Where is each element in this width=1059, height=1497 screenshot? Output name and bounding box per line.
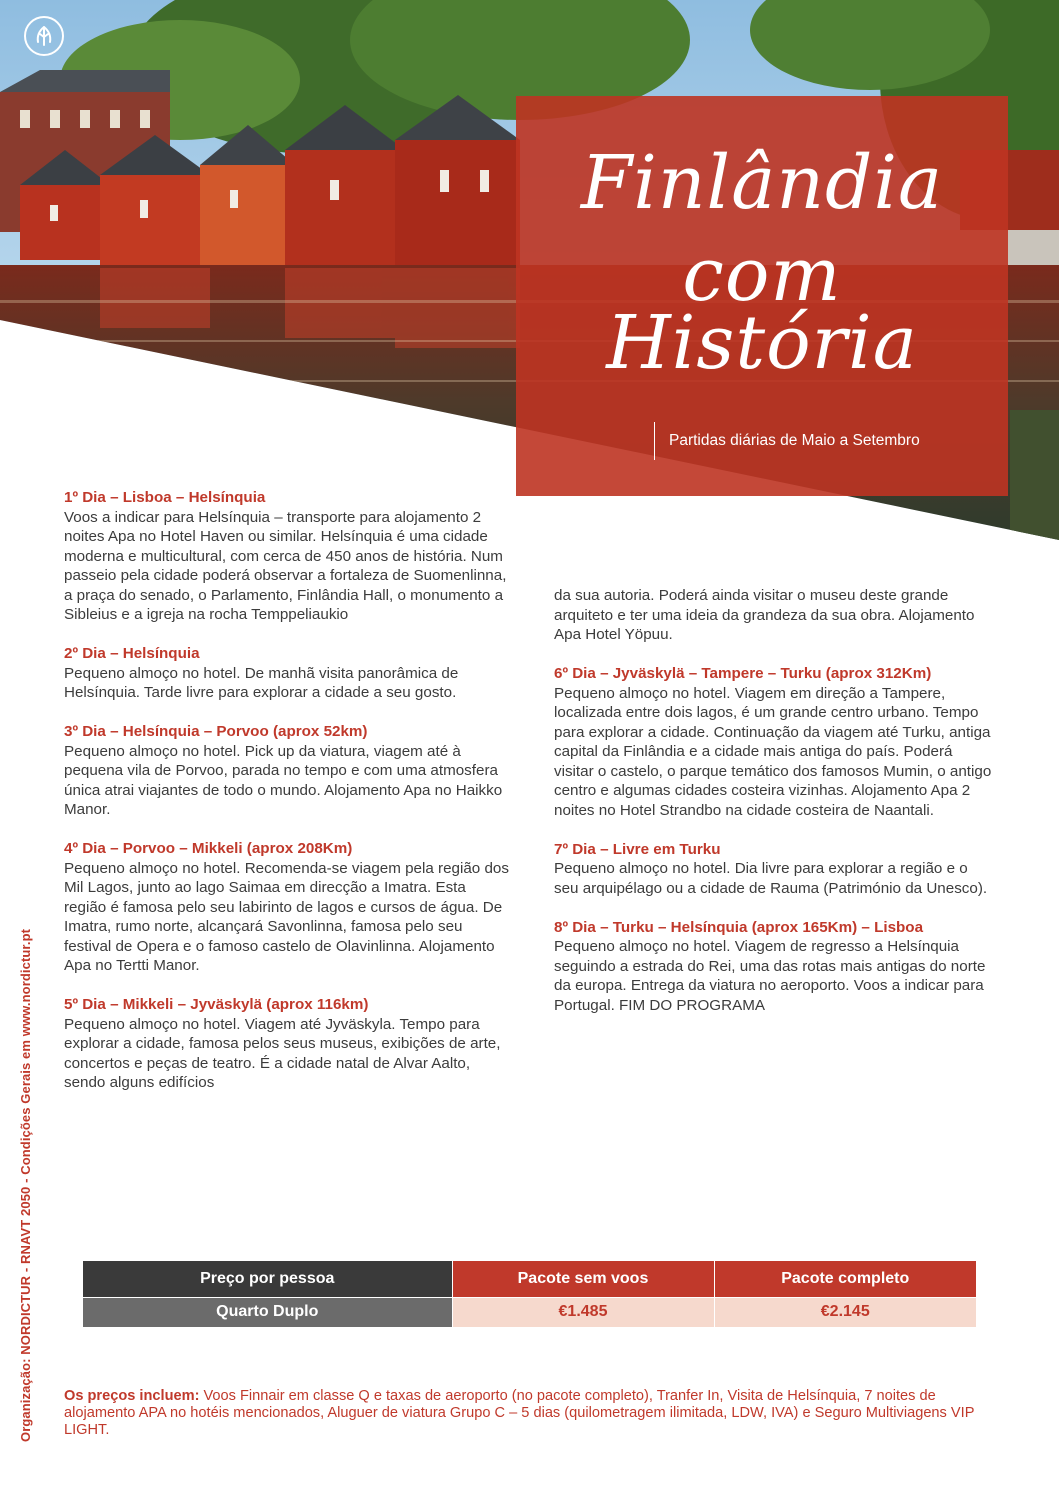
day-1 — [64, 488, 512, 625]
day-title: 2º Dia – Helsínquia — [64, 645, 200, 662]
day-8 — [554, 918, 994, 1016]
day-2 — [64, 644, 512, 703]
day-description: Pequeno almoço no hotel. Dia livre para explorar a região e o seu arquipélago ou a cidade de Rauma (Património da Unesco). — [554, 860, 988, 897]
day-title: 7º Dia – Livre em Turku — [554, 840, 721, 858]
header-price-per-person: Preço por pessoa — [83, 1261, 452, 1297]
day-description: Voos a indicar para Helsínquia – transporte para alojamento 2 noites Apa no Hotel Haven ou similar. Helsínquia é uma cidade moderna e multicultural, com cerca de 450 anos de história. Num passeio pela cidade poderá observar a fortaleza de Suomenlinna, a praça do senado, o Parlamento, Finlândia Hall, o monumento a Sibleius e a igreja na rocha Temppeliaukio — [64, 508, 507, 623]
day-title: 5º Dia – Mikkeli – Jyväskylä (aprox 116km) — [64, 996, 369, 1013]
page-title-line-2: com — [682, 232, 842, 318]
room-type-cell: Quarto Duplo — [83, 1297, 452, 1327]
day-title: 1º Dia – Lisboa – Helsínquia — [64, 489, 266, 506]
day-description: Pequeno almoço no hotel. Recomenda-se viagem pela região dos Mil Lagos, junto ao lago Saimaa em direcção a Imatra. Esta região é famosa pelo seu labirinto de lagos e cursos de água. De Imatra, rumo norte, alcançará Savonlinna, famosa pelo seu festival de Opera e o famoso castelo de Olavinlinna. Alojamento Apa no Tertti Manor. — [64, 859, 509, 974]
price-table — [83, 1261, 976, 1327]
organization-side-note: Organização: NORDICTUR - RNAVT 2050 - Condições Gerais em www.nordictur.pt — [18, 928, 33, 1442]
day-5-continuation: da sua autoria. Poderá ainda visitar o museu deste grande arquiteto e ter uma ideia da grandeza da sua obra. Alojamento Apa Hotel Yöpuu. — [554, 587, 975, 643]
itinerary-left-column — [64, 488, 512, 1112]
title-panel — [516, 96, 1008, 496]
day-description: Pequeno almoço no hotel. Pick up da viatura, viagem até à pequena vila de Porvoo, parada no tempo e com uma atmosfera única atrai viajantes de todo o mundo. Alojamento Apa no Haikko Manor. — [64, 742, 503, 818]
day-description: Pequeno almoço no hotel. Viagem até Jyväskyla. Tempo para explorar a cidade, famosa pelos seus museus, exibições de arte, concertos e peças de teatro. É a cidade natal de Alvar Aalto, sendo alguns edifícios — [64, 1015, 501, 1091]
day-title: 3º Dia – Helsínquia – Porvoo (aprox 52km) — [64, 723, 368, 740]
day-description: Pequeno almoço no hotel. De manhã visita panorâmica de Helsínquia. Tarde livre para explorar a cidade a seu gosto. — [64, 664, 459, 701]
subtitle: Partidas diárias de Maio a Setembro — [669, 432, 920, 449]
day-3 — [64, 722, 512, 820]
prices-include-label: Os preços incluem: — [64, 1388, 200, 1404]
day-5 — [64, 995, 512, 1093]
day-title: 6º Dia – Jyväskylä – Tampere – Turku (aprox 312Km) — [554, 665, 932, 682]
price-full-package-cell: €2.145 — [714, 1297, 976, 1327]
day-4 — [64, 839, 512, 976]
day-6 — [554, 664, 994, 820]
header-package-no-flights: Pacote sem voos — [452, 1261, 714, 1297]
table-row — [83, 1297, 976, 1327]
day-title: 8º Dia – Turku – Helsínquia (aprox 165Km) – Lisboa — [554, 918, 924, 936]
prices-include-note — [64, 1388, 984, 1439]
price-no-flights-cell: €1.485 — [452, 1297, 714, 1327]
day-description: Pequeno almoço no hotel. Viagem de regresso a Helsínquia seguindo a estrada do Rei, uma das rotas mais antigas do norte da europa. Entrega da viatura no aeroporto. Voos a indicar para Portugal. FIM DO PROGRAMA — [554, 938, 986, 1014]
header-full-package: Pacote completo — [714, 1261, 976, 1297]
page-title-line-1: Finlândia — [580, 140, 944, 226]
itinerary-right-column — [554, 586, 994, 1035]
day-title: 4º Dia – Porvoo – Mikkeli (aprox 208Km) — [64, 840, 353, 857]
nordictur-logo-icon — [24, 16, 64, 56]
day-description: Pequeno almoço no hotel. Viagem em direção a Tampere, localizada entre dois lagos, é um grande centro urbano. Tempo para explorar a cidade. Continuação da viagem até Turku, antiga capital da Finlândia e a cidade mais antiga do país. Poderá visitar o castelo, o parque temático dos famosos Mumin, o antigo centro e algumas cidades costeira vizinhas. Alojamento Apa 2 noites no Hotel Strandbo na cidade costeira de Naantali. — [554, 684, 992, 819]
price-table-header-row — [83, 1261, 976, 1297]
page-title-line-3: História — [606, 300, 918, 386]
prices-include-text: Voos Finnair em classe Q e taxas de aeroporto (no pacote completo), Tranfer In, Visita de Helsínquia, 7 noites de alojamento APA no hotéis mencionados, Aluguer de viatura Grupo C – 5 dias (quilometragem ilimitada, LDW, IVA) e Seguro Multiviagens VIP LIGHT. — [64, 1388, 975, 1438]
subtitle-divider — [654, 422, 920, 460]
day-7 — [554, 840, 994, 899]
